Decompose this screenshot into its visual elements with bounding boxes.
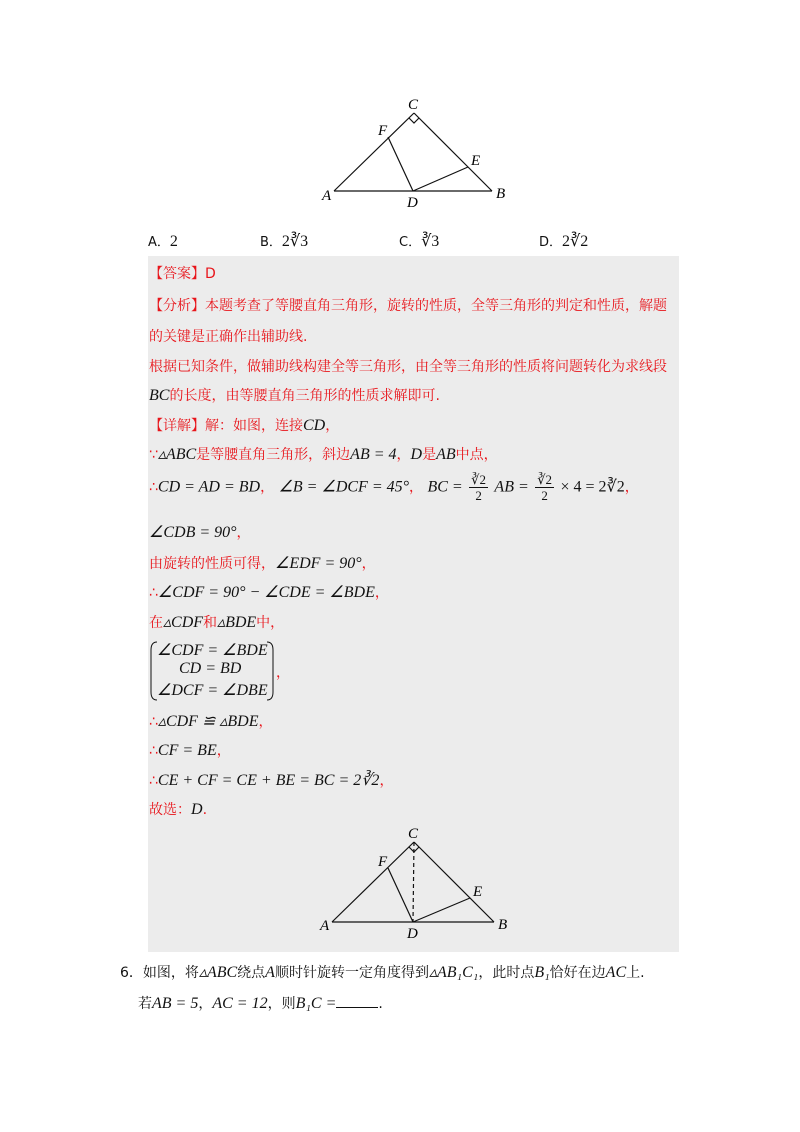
right-angle-mark bbox=[409, 118, 419, 123]
answer-blank[interactable] bbox=[336, 995, 378, 1008]
detail-line-3: ∴CD = AD = BD， ∠B = ∠DCF = 45°， BC = $\frac{∛2}{2}$ AB = $\frac{∛2}{2}$ × 4 = 2∛2， bbox=[149, 472, 639, 503]
system-row-2: CD = BD bbox=[179, 660, 242, 677]
label-B: B bbox=[496, 186, 506, 202]
detail-line-7: 在▵CDF和▵BDE中， bbox=[149, 614, 285, 631]
segment-CB bbox=[414, 842, 494, 922]
question-6-line-2: 若AB = 5，AC = 12，则B₁C = . bbox=[138, 995, 383, 1012]
label-C: C bbox=[408, 97, 419, 113]
choice-b[interactable]: B．2∛3 bbox=[260, 233, 309, 250]
segment-DE bbox=[413, 167, 468, 191]
label-F: F bbox=[378, 123, 388, 139]
label-A: A bbox=[320, 918, 330, 934]
choice-d[interactable]: D．2∛2 bbox=[539, 233, 589, 250]
segment-CB bbox=[414, 113, 492, 191]
segment-DF bbox=[388, 137, 413, 191]
detail-line-9: ∴CF = BE， bbox=[149, 742, 231, 759]
detail-line-11: 故选：D. bbox=[149, 801, 208, 818]
choice-c[interactable]: C．∛3 bbox=[399, 233, 440, 250]
label-D: D bbox=[407, 926, 418, 942]
congruence-system bbox=[149, 640, 289, 702]
detail-line-5: 由旋转的性质可得，∠EDF = 90°， bbox=[149, 555, 376, 572]
answer-choices bbox=[148, 231, 748, 253]
answer-line: 【答案】D bbox=[149, 266, 216, 282]
system-tail: ， bbox=[276, 665, 290, 681]
analysis-line-2: 的关键是正确作出辅助线. bbox=[149, 329, 308, 345]
label-E: E bbox=[473, 884, 483, 900]
detail-line-8: ∴▵CDF ≌ ▵BDE， bbox=[149, 713, 273, 730]
detail-line-2: ∵▵ABC是等腰直角三角形，斜边AB = 4，D是AB中点， bbox=[149, 446, 498, 463]
detail-line-6: ∴∠CDF = 90° − ∠CDE = ∠BDE， bbox=[149, 584, 389, 601]
segment-DE bbox=[413, 898, 470, 922]
system-row-1: ∠CDF = ∠BDE bbox=[157, 642, 268, 659]
detail-line-1: 【详解】解：如图，连接CD， bbox=[149, 417, 340, 434]
choice-a[interactable]: A．2 bbox=[148, 233, 178, 250]
segment-DF bbox=[388, 868, 413, 922]
fraction-2: $\frac{∛2}{2}$ bbox=[537, 472, 553, 503]
analysis-line-1: 【分析】本题考查了等腰直角三角形，旋转的性质，全等三角形的判定和性质，解题 bbox=[149, 298, 667, 314]
label-B: B bbox=[498, 917, 508, 933]
top-triangle-figure bbox=[320, 95, 510, 210]
fraction-1: $\frac{∛2}{2}$ bbox=[471, 472, 486, 503]
label-A: A bbox=[322, 188, 332, 204]
system-row-3: ∠DCF = ∠DBE bbox=[157, 682, 268, 699]
detail-line-10: ∴CE + CF = CE + BE = BC = 2∛2， bbox=[149, 772, 394, 789]
label-C: C bbox=[408, 826, 419, 842]
label-F: F bbox=[378, 854, 388, 870]
segment-AC bbox=[334, 113, 414, 191]
question-6-line-1: 6．如图，将▵ABC绕点A顺时针旋转一定角度得到▵AB₁C₁，此时点B₁恰好在边AC上. bbox=[120, 964, 645, 981]
segment-AC bbox=[332, 842, 414, 922]
analysis-line-4: BC的长度，由等腰直角三角形的性质求解即可. bbox=[149, 387, 440, 404]
analysis-line-3: 根据已知条件，做辅助线构建全等三角形，由全等三角形的性质将问题转化为求线段 bbox=[149, 359, 667, 375]
bottom-triangle-figure bbox=[318, 824, 512, 944]
label-E: E bbox=[471, 153, 481, 169]
detail-line-4: ∠CDB = 90°， bbox=[149, 524, 251, 541]
label-D: D bbox=[407, 195, 418, 210]
segment-CD-dashed bbox=[413, 842, 414, 922]
